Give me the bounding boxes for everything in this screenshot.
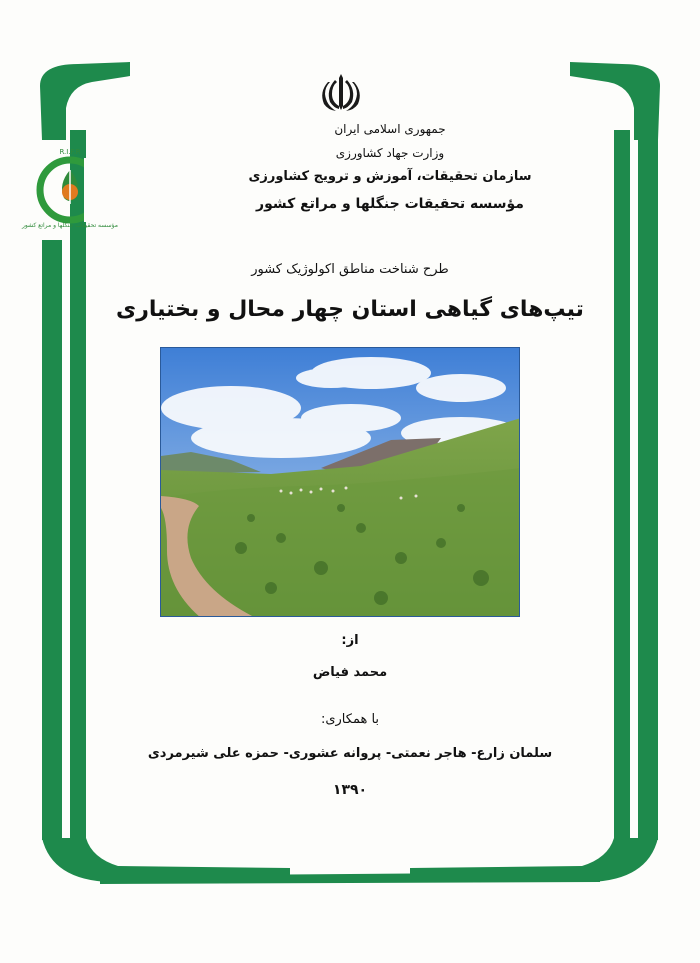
by-label: از:	[341, 633, 359, 648]
page-title: تیپ‌های گیاهی استان چهار محال و بختیاری	[116, 297, 584, 322]
cover-photo	[160, 347, 520, 617]
header-line-2: وزارت جهاد کشاورزی	[335, 146, 445, 160]
logo-abbr: R.I.F.R	[59, 148, 81, 156]
header-line-4: مؤسسه تحقیقات جنگلها و مراتع کشور	[256, 196, 524, 212]
project-name: طرح شناخت مناطق اکولوژیک کشور	[251, 262, 449, 277]
header-line-1: جمهوری اسلامی ایران	[334, 122, 446, 136]
header-line-3: سازمان تحقیقات، آموزش و ترویج کشاورزی	[248, 169, 532, 184]
publication-year: ۱۳۹۰	[332, 782, 368, 798]
collaborators: سلمان زارع- هاجر نعمتی- پروانه عشوری- حمزه علی شیرمردی	[147, 746, 553, 761]
author-name: محمد فیاض	[312, 665, 388, 680]
iran-emblem-icon	[318, 72, 364, 112]
logo-caption: مؤسسه تحقیقات جنگلها و مراتع کشور	[22, 222, 118, 229]
collab-label: با همکاری:	[320, 712, 380, 727]
